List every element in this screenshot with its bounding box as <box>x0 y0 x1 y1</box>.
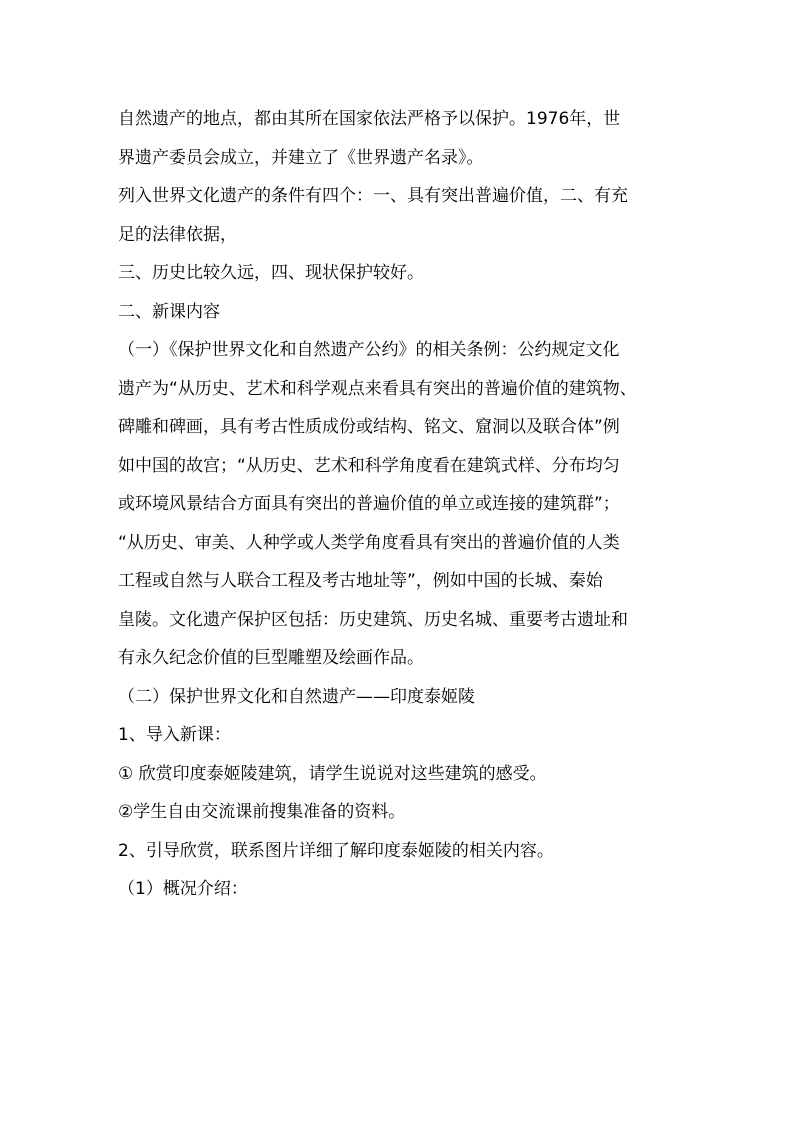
text-line: 足的法律依据， <box>118 224 237 245</box>
text-line: 皇陵。文化遗产保护区包括：历史建筑、历史名城、重要考古遗址和 <box>118 609 628 630</box>
text-line: 三、历史比较久远，四、现状保护较好。 <box>118 263 424 283</box>
text-line: （一）《保护世界文化和自然遗产公约》的相关条例：公约规定文化 <box>118 340 620 360</box>
text-line: 工程或自然与人联合工程及考古地址等”，例如中国的长城、秦始 <box>118 571 603 591</box>
list-item: ②学生自由交流课前搜集准备的资料。 <box>118 802 406 822</box>
list-item: 1、导入新课： <box>118 725 231 745</box>
list-item: （1）概况介绍： <box>118 879 248 899</box>
text-line: 或环境风景结合方面具有突出的普遍价值的单立或连接的建筑群”； <box>118 494 620 514</box>
document-body <box>118 100 688 909</box>
list-item: 2、引导欣赏，联系图片详细了解印度泰姬陵的相关内容。 <box>118 840 554 861</box>
text-line: 如中国的故宫；“从历史、艺术和科学角度看在建筑式样、分布均匀 <box>118 455 620 476</box>
subsection-heading: （二）保护世界文化和自然遗产——印度泰姬陵 <box>118 686 475 707</box>
text-line: 有永久纪念价值的巨型雕塑及绘画作品。 <box>118 648 424 668</box>
text-line: 碑雕和碑画，具有考古性质成份或结构、铭文、窟洞以及联合体”例 <box>118 417 620 437</box>
text-line: 自然遗产的地点，都由其所在国家依法严格予以保护。1976年，世 <box>118 109 621 129</box>
text-line: 列入世界文化遗产的条件有四个：一、具有突出普遍价值，二、有充 <box>118 186 628 206</box>
section-heading: 二、新课内容 <box>118 301 220 322</box>
text-line: “从历史、审美、人种学或人类学角度看具有突出的普遍价值的人类 <box>118 532 620 553</box>
text-line: 遗产为“从历史、艺术和科学观点来看具有突出的普遍价值的建筑物、 <box>118 378 637 399</box>
text-line: 界遗产委员会成立，并建立了《世界遗产名录》。 <box>118 147 484 168</box>
list-item: ① 欣赏印度泰姬陵建筑，请学生说说对这些建筑的感受。 <box>118 763 547 784</box>
